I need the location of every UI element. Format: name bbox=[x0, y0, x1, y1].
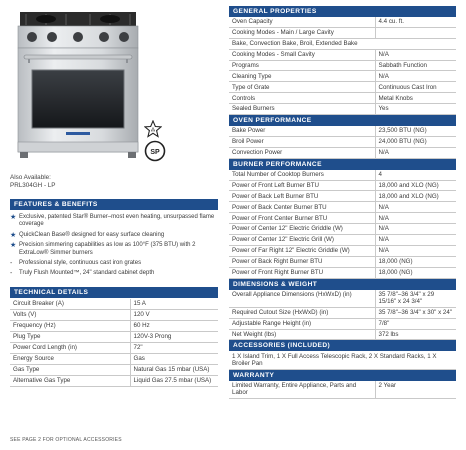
spec-label: Power of Front Center Burner BTU bbox=[229, 213, 375, 224]
spec-value: 120 V bbox=[130, 309, 218, 320]
spec-label: Controls bbox=[229, 93, 375, 104]
spec-label: Power of Back Right Burner BTU bbox=[229, 256, 375, 267]
spec-value: N/A bbox=[375, 147, 456, 158]
spec-label: Sealed Burners bbox=[229, 104, 375, 115]
table-row bbox=[229, 290, 456, 308]
spec-value: N/A bbox=[375, 202, 456, 213]
table-row bbox=[229, 351, 456, 369]
dash-bullet-icon: - bbox=[10, 270, 13, 278]
spec-value: 35 7/8"–36 3/4" x 29 15/16" x 24 3/4" bbox=[375, 290, 456, 308]
table-row bbox=[229, 170, 456, 180]
feature-text: QuickClean Base® designed for easy surface cleaning bbox=[19, 231, 165, 238]
spec-label: Total Number of Cooktop Burners bbox=[229, 170, 375, 180]
table-row bbox=[229, 17, 456, 27]
svg-text:⁂: ⁂ bbox=[150, 127, 156, 133]
table-row bbox=[229, 318, 456, 329]
spec-value: Metal Knobs bbox=[375, 93, 456, 104]
spec-value: 24,000 BTU (NG) bbox=[375, 136, 456, 147]
spec-label: Overall Appliance Dimensions (HxWxD) (in) bbox=[229, 290, 375, 308]
accessories-text: 1 X Island Trim, 1 X Full Access Telescopic Rack, 2 X Standard Racks, 1 X Broiler Pan bbox=[229, 351, 456, 369]
spec-value: N/A bbox=[375, 235, 456, 246]
table-row bbox=[10, 299, 218, 309]
burner-performance-table bbox=[229, 170, 456, 279]
spec-value: N/A bbox=[375, 71, 456, 82]
star-certification-icon bbox=[144, 120, 162, 138]
spec-value: 15 A bbox=[130, 299, 218, 309]
spec-full-value: Bake, Convection Bake, Broil, Extended Bake bbox=[229, 38, 456, 49]
spec-label: Power of Back Center Burner BTU bbox=[229, 202, 375, 213]
spec-label: Cleaning Type bbox=[229, 71, 375, 82]
spec-value: N/A bbox=[375, 213, 456, 224]
spec-label: Alternative Gas Type bbox=[10, 375, 130, 386]
spec-label: Volts (V) bbox=[10, 309, 130, 320]
spec-value: Liquid Gas 27.5 mbar (USA) bbox=[130, 375, 218, 386]
oven-performance-table bbox=[229, 126, 456, 159]
spec-label: Gas Type bbox=[10, 364, 130, 375]
table-row bbox=[229, 104, 456, 115]
spec-label: Adjustable Range Height (in) bbox=[229, 318, 375, 329]
spec-value: Continuous Cast Iron bbox=[375, 82, 456, 93]
spec-value: 4.4 cu. ft. bbox=[375, 17, 456, 27]
spec-value: N/A bbox=[375, 49, 456, 60]
table-row bbox=[229, 180, 456, 191]
spec-value: N/A bbox=[375, 224, 456, 235]
table-row bbox=[229, 136, 456, 147]
table-row bbox=[229, 307, 456, 318]
burner-performance-header: BURNER PERFORMANCE bbox=[229, 159, 456, 170]
right-column bbox=[229, 6, 456, 399]
spec-value: 18,000 (NG) bbox=[375, 267, 456, 278]
table-row bbox=[229, 71, 456, 82]
star-bullet-icon: ★ bbox=[10, 231, 17, 239]
table-row bbox=[229, 38, 456, 49]
table-row bbox=[10, 375, 218, 386]
spec-label: Cooking Modes - Small Cavity bbox=[229, 49, 375, 60]
spec-label: Programs bbox=[229, 60, 375, 71]
spec-value: N/A bbox=[375, 245, 456, 256]
spec-value: Gas bbox=[130, 353, 218, 364]
spec-label: Net Weight (lbs) bbox=[229, 329, 375, 340]
features-header: FEATURES & BENEFITS bbox=[10, 199, 218, 210]
table-row bbox=[229, 147, 456, 158]
spec-label: Power Cord Length (in) bbox=[10, 342, 130, 353]
spec-label: Broil Power bbox=[229, 136, 375, 147]
spec-label: Power of Center 12" Electric Grill (W) bbox=[229, 235, 375, 246]
spec-label: Type of Grate bbox=[229, 82, 375, 93]
spec-label: Circuit Breaker (A) bbox=[10, 299, 130, 309]
feature-text: Exclusive, patented Star® Burner–most even heating, unsurpassed flame coverage bbox=[19, 214, 215, 228]
spec-value: 4 bbox=[375, 170, 456, 180]
table-row bbox=[229, 27, 456, 38]
table-row bbox=[10, 364, 218, 375]
features-list bbox=[10, 214, 218, 278]
table-row bbox=[229, 82, 456, 93]
spec-label: Power of Front Left Burner BTU bbox=[229, 180, 375, 191]
accessories-footnote: SEE PAGE 2 FOR OPTIONAL ACCESSORIES bbox=[10, 437, 122, 443]
spec-label: Required Cutout Size (HxWxD) (in) bbox=[229, 307, 375, 318]
table-row bbox=[229, 267, 456, 278]
product-image-area bbox=[10, 0, 218, 172]
feature-text: Professional style, continuous cast iron grates bbox=[19, 260, 142, 267]
table-row bbox=[229, 49, 456, 60]
spec-label: Power of Front Right Burner BTU bbox=[229, 267, 375, 278]
table-row bbox=[10, 320, 218, 331]
spec-value: 2 Year bbox=[375, 381, 456, 399]
spec-label: Bake Power bbox=[229, 126, 375, 136]
spec-label: Limited Warranty, Entire Appliance, Parts and Labor bbox=[229, 381, 375, 399]
table-row bbox=[229, 235, 456, 246]
spec-value: 60 Hz bbox=[130, 320, 218, 331]
star-bullet-icon: ★ bbox=[10, 242, 17, 250]
spec-label: Energy Source bbox=[10, 353, 130, 364]
feature-item bbox=[10, 270, 218, 277]
spec-label: Oven Capacity bbox=[229, 17, 375, 27]
left-column bbox=[10, 0, 218, 387]
spec-label: Frequency (Hz) bbox=[10, 320, 130, 331]
dimensions-weight-header: DIMENSIONS & WEIGHT bbox=[229, 279, 456, 290]
feature-item bbox=[10, 214, 218, 229]
range-product-image bbox=[16, 8, 140, 160]
oven-performance-header: OVEN PERFORMANCE bbox=[229, 115, 456, 126]
table-row bbox=[229, 224, 456, 235]
spec-value: 35 7/8"–36 3/4" x 30" x 24" bbox=[375, 307, 456, 318]
spec-value: Sabbath Function bbox=[375, 60, 456, 71]
general-properties-table bbox=[229, 17, 456, 115]
table-row bbox=[229, 381, 456, 399]
feature-item bbox=[10, 260, 218, 267]
spec-value: 18,000 and XLO (NG) bbox=[375, 191, 456, 202]
svg-text:SP: SP bbox=[150, 149, 160, 156]
also-available-model: PRL304GH - LP bbox=[10, 182, 56, 189]
spec-value: 372 lbs bbox=[375, 329, 456, 340]
spec-label: Power of Back Left Burner BTU bbox=[229, 191, 375, 202]
feature-text: Truly Flush Mounted™, 24" standard cabinet depth bbox=[19, 270, 155, 277]
also-available bbox=[10, 174, 218, 190]
table-row bbox=[229, 60, 456, 71]
feature-text: Precision simmering capabilities as low as 100°F (375 BTU) with 2 ExtraLow® Simmer burners bbox=[19, 242, 196, 256]
spec-value: 7/8" bbox=[375, 318, 456, 329]
table-row bbox=[229, 245, 456, 256]
dash-bullet-icon: - bbox=[10, 260, 13, 268]
also-available-label: Also Available: bbox=[10, 174, 51, 181]
technical-details-table bbox=[10, 299, 218, 387]
spec-label: Plug Type bbox=[10, 331, 130, 342]
table-row bbox=[229, 126, 456, 136]
dimensions-weight-table bbox=[229, 290, 456, 341]
technical-details-header: TECHNICAL DETAILS bbox=[10, 287, 218, 298]
warranty-header: WARRANTY bbox=[229, 370, 456, 381]
accessories-table bbox=[229, 351, 456, 369]
spec-label: Convection Power bbox=[229, 147, 375, 158]
table-row bbox=[10, 331, 218, 342]
spec-value: Natural Gas 15 mbar (USA) bbox=[130, 364, 218, 375]
table-row bbox=[229, 329, 456, 340]
spec-value: 120V-3 Prong bbox=[130, 331, 218, 342]
warranty-table bbox=[229, 381, 456, 399]
table-row bbox=[229, 256, 456, 267]
spec-value: Yes bbox=[375, 104, 456, 115]
general-properties-header: GENERAL PROPERTIES bbox=[229, 6, 456, 17]
spec-value bbox=[375, 27, 456, 38]
spec-value: 72" bbox=[130, 342, 218, 353]
spec-value: 23,500 BTU (NG) bbox=[375, 126, 456, 136]
spec-label: Power of Far Right 12" Electric Griddle (W) bbox=[229, 245, 375, 256]
star-bullet-icon: ★ bbox=[10, 214, 17, 221]
table-row bbox=[10, 342, 218, 353]
table-row bbox=[229, 191, 456, 202]
table-row bbox=[229, 213, 456, 224]
table-row bbox=[229, 202, 456, 213]
table-row bbox=[10, 353, 218, 364]
accessories-header: ACCESSORIES (INCLUDED) bbox=[229, 340, 456, 351]
table-row bbox=[229, 93, 456, 104]
spec-label: Cooking Modes - Main / Large Cavity bbox=[229, 27, 375, 38]
csa-certification-icon bbox=[144, 140, 166, 162]
spec-value: 18,000 and XLO (NG) bbox=[375, 180, 456, 191]
feature-item bbox=[10, 232, 218, 239]
spec-label: Power of Center 12" Electric Griddle (W) bbox=[229, 224, 375, 235]
spec-value: 18,000 (NG) bbox=[375, 256, 456, 267]
table-row bbox=[10, 309, 218, 320]
feature-item bbox=[10, 242, 218, 257]
